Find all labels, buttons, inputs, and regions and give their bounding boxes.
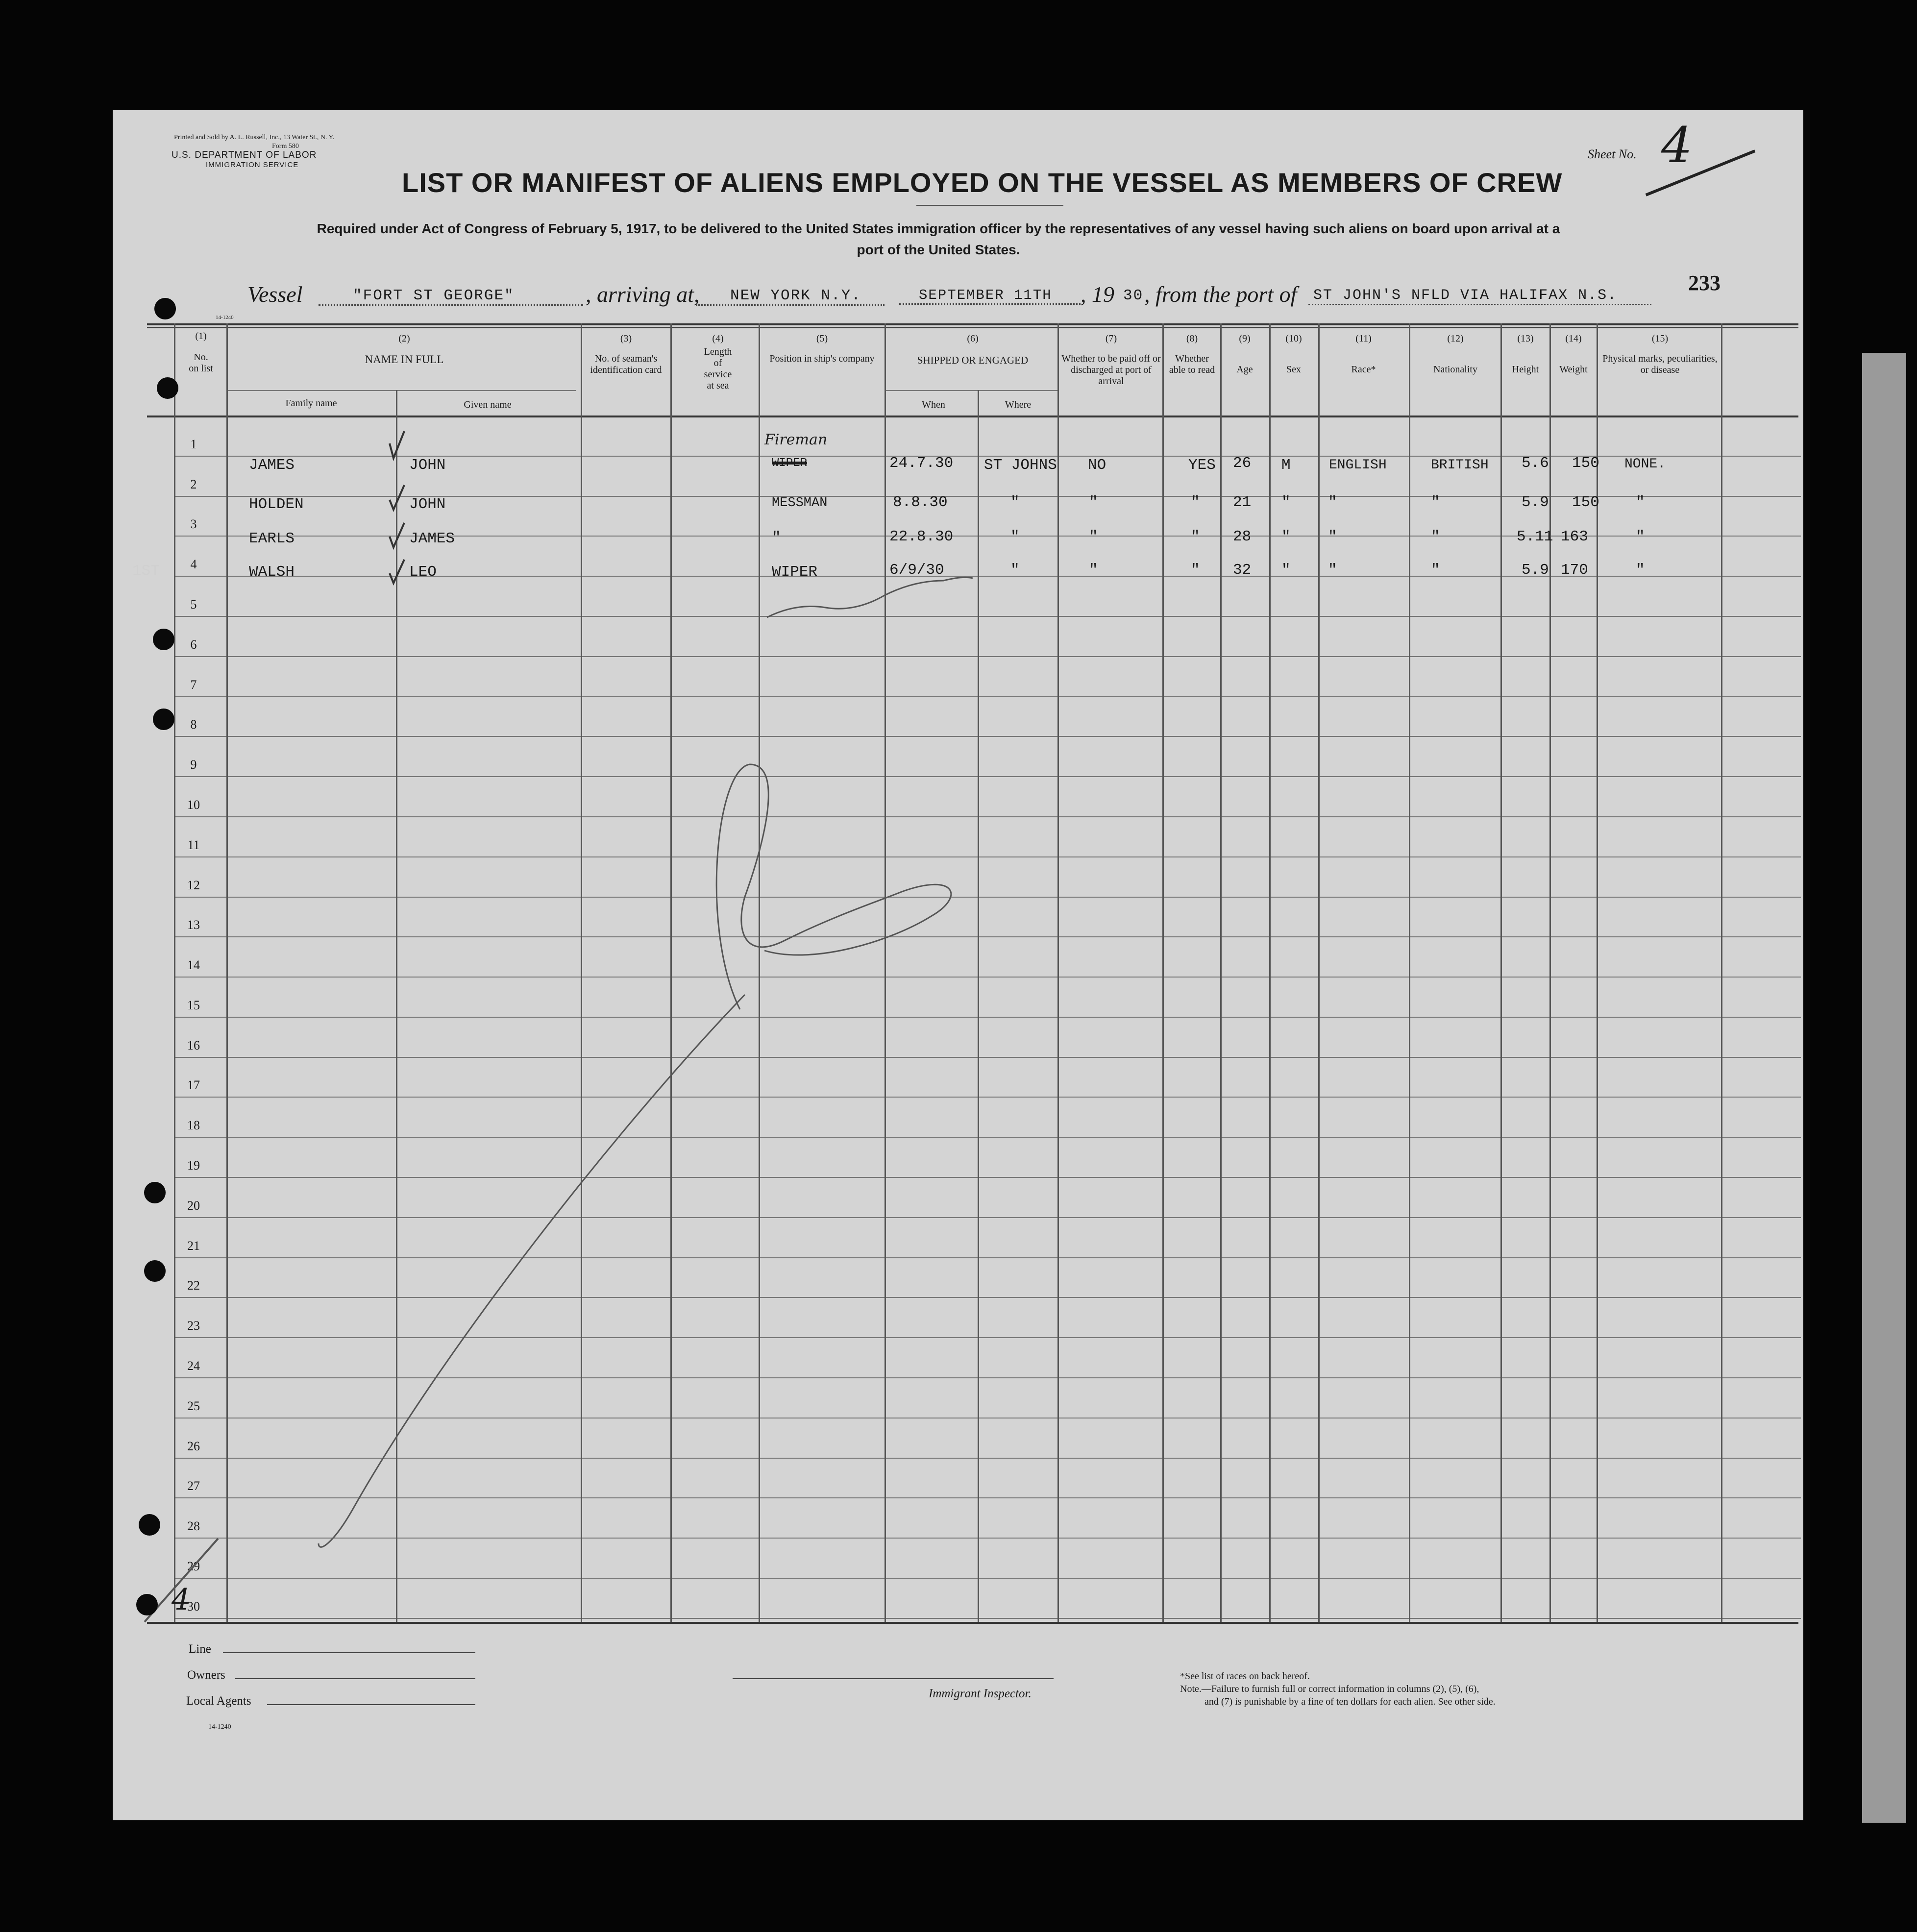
race: " [1328,562,1337,579]
margin-tally: 4 [172,1583,191,1617]
height: 5.9 [1522,494,1549,511]
paid-off: NO [1088,457,1106,474]
when-header: When [922,399,945,410]
weight: 150 [1572,494,1599,511]
col-number: (3) [620,333,632,344]
nationality: BRITISH [1431,458,1489,473]
physical-marks: " [1636,562,1645,579]
able-to-read: " [1191,494,1200,511]
row-number: 9 [190,758,197,772]
weight: 163 [1561,528,1588,545]
family-name: HOLDEN [249,496,304,513]
height: 5.11 [1517,528,1553,545]
arrival-date: SEPTEMBER 11TH [899,287,1081,305]
page-title: LIST OR MANIFEST OF ALIENS EMPLOYED ON THE VESSEL AS MEMBERS OF CREW [402,167,1563,198]
signature-scrawl [767,577,973,617]
binder-hole [157,377,178,399]
able-to-read: " [1191,528,1200,545]
family-name: WALSH [249,563,295,581]
row-number: 1 [190,437,197,451]
race: ENGLISH [1329,458,1387,473]
col-number: (8) [1186,333,1198,344]
page-stamp: 233 [1688,271,1720,295]
row-number: 16 [187,1038,200,1052]
shipped-where: " [1010,528,1020,545]
weight: 150 [1572,455,1599,472]
nationality: " [1431,562,1440,579]
able-to-read: YES [1188,457,1216,474]
row-number: 11 [187,838,200,852]
agents-rule [267,1704,475,1705]
col-number: (6) [967,333,979,344]
shipped-when: 22.8.30 [889,528,954,545]
row-number: 14 [187,958,200,972]
col-number: (13) [1517,333,1534,344]
col-number: (9) [1239,333,1251,344]
able-to-read: " [1191,562,1200,579]
row-number: 30 [187,1599,200,1614]
sex: M [1281,457,1291,474]
col-number: (15) [1651,333,1669,344]
position-handwritten: Fireman [764,431,828,448]
given-name: JOHN [409,457,446,474]
col-label: Whether able to read [1169,353,1215,375]
col-number: (7) [1105,333,1117,344]
col-label: Whether to be paid off or discharged at port of arrival [1061,353,1161,387]
check-mark [390,560,404,583]
age: 28 [1233,528,1252,545]
family-name: EARLS [249,530,295,547]
inspector-rule [733,1678,1054,1679]
position: " [772,529,781,546]
paid-off: " [1089,494,1098,511]
where-header: Where [1005,399,1032,410]
col-label: Physical marks, peculiarities, or disease [1602,353,1718,375]
agents-label: Local Agents [186,1694,251,1708]
col-label: Length of service at sea [704,346,732,391]
binder-hole [153,629,174,650]
col-label: Height [1512,364,1539,375]
row-number: 25 [187,1399,200,1413]
department: U.S. DEPARTMENT OF LABOR [172,150,317,160]
margin-note: 1ST [132,562,160,580]
row-number: 2 [190,477,197,491]
position: WIPER [772,457,808,470]
col-number: (4) [712,333,724,344]
row-number: 23 [187,1319,200,1333]
given-name: LEO [409,563,437,581]
line-rule [223,1652,475,1653]
binder-hole [136,1594,158,1615]
height: 5.6 [1522,455,1549,472]
note-line: and (7) is punishable by a fine of ten dollars for each alien. See other side. [1204,1696,1496,1707]
position: WIPER [772,563,818,581]
row-number: 4 [190,557,197,571]
row-number: 24 [187,1359,200,1373]
col-number: (2) [398,333,410,344]
owners-rule [235,1678,475,1679]
footer-line-field [189,1642,211,1656]
col-label: Position in ship's company [769,353,875,364]
binder-hole [153,709,174,730]
given-name: JOHN [409,496,446,513]
nationality: " [1431,494,1440,511]
row-number: 15 [187,998,200,1012]
col-label: Race* [1351,364,1376,375]
paid-off: " [1089,562,1098,579]
vessel-label: Vessel [247,282,303,307]
row-number: 13 [187,918,200,932]
inspector-label: Immigrant Inspector. [929,1687,1032,1700]
col-number: (11) [1355,333,1372,344]
owners-label: Owners [187,1668,225,1682]
binder-hole [154,298,176,319]
shipped-when: 8.8.30 [893,494,948,511]
row-number: 29 [187,1559,200,1573]
shipped-when: 6/9/30 [889,562,944,579]
race: " [1328,528,1337,545]
col-number: (5) [816,333,828,344]
sex: " [1281,562,1291,579]
row-number: 20 [187,1198,200,1213]
shipped-when: 24.7.30 [889,455,954,472]
sex: " [1281,528,1291,545]
row-number: 27 [187,1479,200,1493]
binder-hole [144,1260,166,1282]
service: IMMIGRATION SERVICE [206,161,299,169]
col-label: No. of seaman's identification card [590,353,662,375]
col-number: (12) [1447,333,1464,344]
col-label: No. on list [189,352,213,374]
height: 5.9 [1522,562,1549,579]
col-label: NAME IN FULL [365,353,444,366]
age: 32 [1233,562,1252,579]
form-code-bottom: 14-1240 [208,1723,231,1731]
physical-marks: " [1636,494,1645,511]
form-code-top: 14-1240 [216,315,234,320]
nationality: " [1431,528,1440,545]
subtitle-line: port of the United States. [857,242,1020,258]
given-name: JAMES [409,530,455,547]
year-prefix: , 19 [1081,282,1114,307]
col-label: SHIPPED OR ENGAGED [917,354,1029,366]
shipped-where: ST JOHNS [984,457,1057,474]
row-number: 10 [187,798,200,812]
check-mark [390,431,404,458]
paid-off: " [1089,528,1098,545]
col-label: Sex [1286,364,1301,375]
from-port: ST JOHN'S NFLD VIA HALIFAX N.S. [1308,287,1651,305]
arriving-label: , arriving at, [586,282,700,307]
given-name-header: Given name [464,399,512,410]
sheet-number: 4 [1661,117,1693,174]
col-number: (10) [1285,333,1302,344]
check-mark [390,485,404,510]
row-number: 6 [190,637,197,652]
col-label: Nationality [1433,364,1477,375]
row-number: 19 [187,1158,200,1173]
shipped-where: " [1010,562,1020,579]
position: MESSMAN [772,496,828,511]
row-number: 18 [187,1118,200,1132]
row-number: 3 [190,517,197,531]
footer-notes [1180,1670,1496,1708]
signature-tail [319,995,745,1547]
signature-loop [716,764,951,1009]
sex: " [1281,494,1291,511]
col-label: Age [1236,364,1253,375]
binder-hole [144,1182,166,1203]
printer-line: Printed and Sold by A. L. Russell, Inc., 13 Water St., N. Y. [174,134,335,141]
row-number: 21 [187,1239,200,1253]
subtitle-line: Required under Act of Congress of February 5, 1917, to be delivered to the United States immigration officer by the representatives of any vessel having such aliens on board upon arrival at a [317,221,1560,236]
from-label: , from the port of [1144,282,1297,307]
sheet-label: Sheet No. [1588,147,1637,161]
binder-hole [139,1514,160,1536]
col-label: Weight [1559,364,1588,375]
vessel-name: "FORT ST GEORGE" [319,287,583,306]
row-number: 26 [187,1439,200,1453]
note-line: *See list of races on back hereof. [1180,1671,1310,1682]
age: 26 [1233,455,1252,472]
note-line: Note.—Failure to furnish full or correct information in columns (2), (5), (6), [1180,1684,1479,1694]
col-number: (1) [195,331,207,342]
arriving-port: NEW YORK N.Y. [696,287,885,306]
row-number: 17 [187,1078,200,1092]
physical-marks: " [1636,528,1645,545]
col-number: (14) [1565,333,1582,344]
form-number: Form 580 [272,142,299,150]
weight: 170 [1561,562,1588,579]
row-number: 7 [190,678,197,692]
family-name: JAMES [249,457,295,474]
row-number: 12 [187,878,200,892]
family-name-header: Family name [285,398,337,409]
physical-marks: NONE. [1624,457,1666,472]
check-mark [390,523,404,547]
year: 30 [1123,287,1144,304]
row-number: 8 [190,717,197,732]
race: " [1328,494,1337,511]
row-number: 5 [190,597,197,611]
shipped-where: " [1010,494,1020,511]
line-label: Line [189,1642,211,1656]
row-number: 22 [187,1278,200,1293]
row-number: 28 [187,1519,200,1533]
age: 21 [1233,494,1252,511]
